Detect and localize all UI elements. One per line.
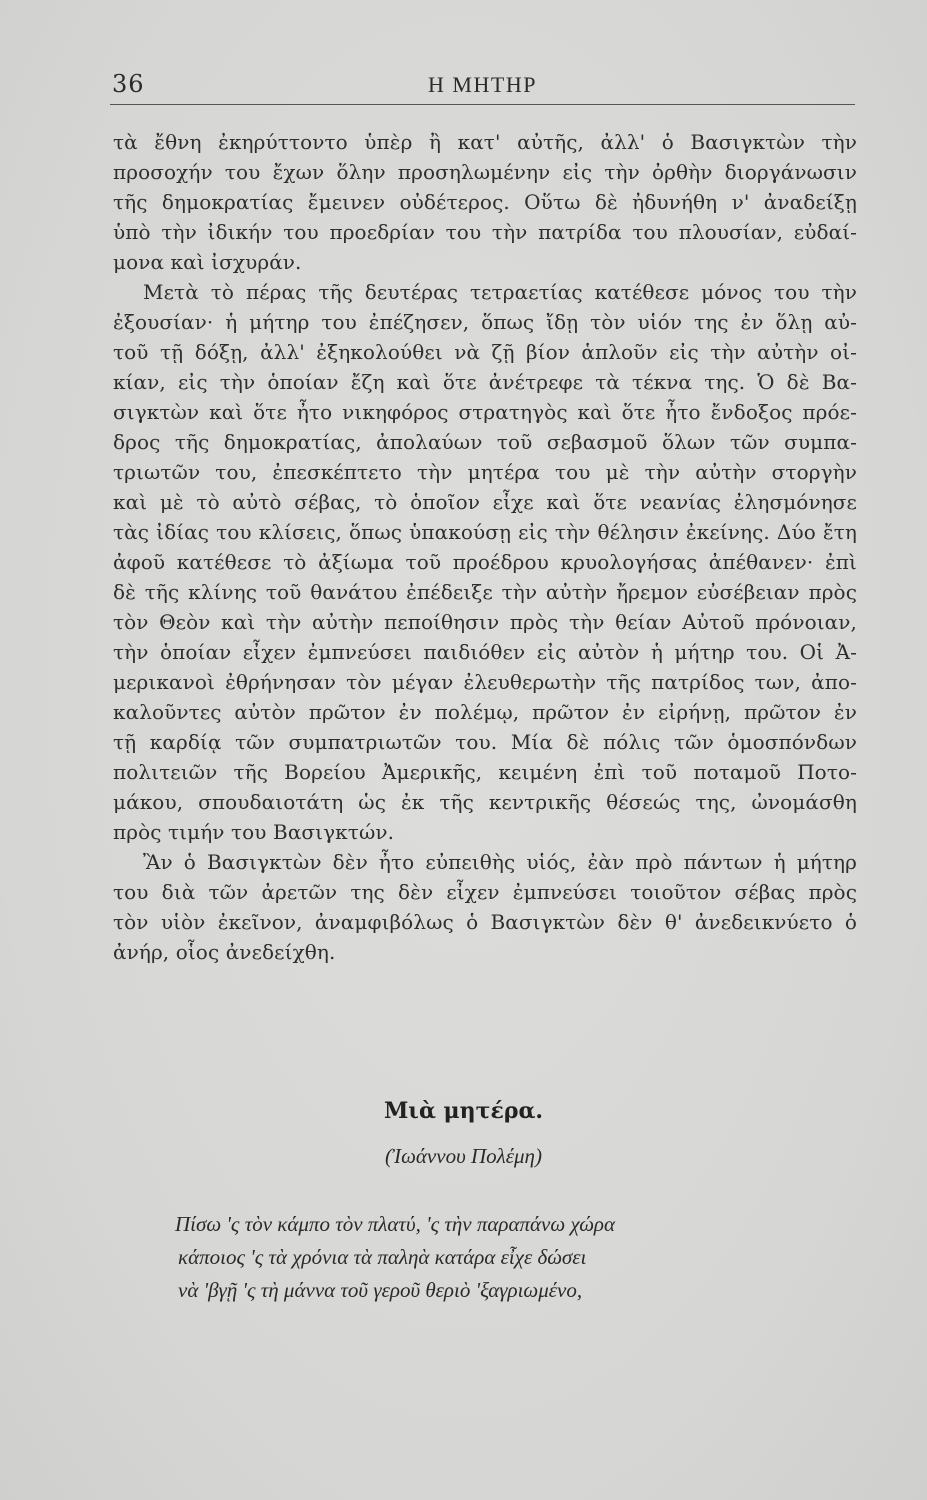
section-title: Μιὰ μητέρα.: [383, 1098, 544, 1124]
section-author: (Ἰωάννου Πολέμη): [385, 1144, 542, 1168]
text-line: ὑπὸ τὴν ἰδικήν του προεδρίαν του τὴν πατρίδα του πλουσίαν, εὐδαί-: [113, 220, 857, 244]
text-line: τριωτῶν του, ἐπεσκέπτετο τὴν μητέρα του μὲ τὴν αὐτὴν στοργὴν: [113, 460, 857, 484]
text-line: μάκου, σπουδαιοτάτη ὡς ἐκ τῆς κεντρικῆς θέσεώς της, ὠνομάσθη: [113, 790, 857, 814]
text-line: μερικανοὶ ἐθρήνησαν τὸν μέγαν ἐλευθερωτὴν τῆς πατρίδος των, ἀπο-: [113, 670, 857, 694]
text-line: προσοχήν του ἔχων ὅλην προσηλωμένην εἰς τὴν ὀρθὴν διοργάνωσιν: [113, 160, 857, 184]
poem-line: νὰ 'βγῇ 'ς τὴ μάννα τοῦ γεροῦ θεριὸ 'ξαγριωμένο,: [178, 1278, 583, 1302]
text-line: πολιτειῶν τῆς Βορείου Ἀμερικῆς, κειμένη ἐπὶ τοῦ ποταμοῦ Ποτο-: [113, 760, 857, 784]
text-line: τὰ ἔθνη ἐκηρύττοντο ὑπὲρ ἢ κατ' αὐτῆς, ἀλλ' ὁ Βασιγκτὼν τὴν: [113, 130, 857, 154]
body-text: [113, 127, 857, 967]
text-line: τῆς δημοκρατίας ἔμεινεν οὐδέτερος. Οὕτω δὲ ἠδυνήθη ν' ἀναδείξῃ: [113, 190, 857, 214]
text-line: καὶ μὲ τὸ αὐτὸ σέβας, τὸ ὁποῖον εἶχε καὶ ὅτε νεανίας ἐλησμόνησε: [113, 490, 857, 514]
page-header: [110, 62, 855, 105]
text-line: πρὸς τιμήν του Βασιγκτών.: [113, 820, 395, 844]
text-line: του διὰ τῶν ἀρετῶν της δὲν εἶχεν ἐμπνεύσει τοιοῦτον σέβας πρὸς: [113, 880, 857, 904]
text-line: τὴν ὁποίαν εἶχεν ἐμπνεύσει παιδιόθεν εἰς αὐτὸν ἡ μήτηρ του. Οἱ Ἀ-: [113, 640, 857, 664]
text-line: καλοῦντες αὐτὸν πρῶτον ἐν πολέμῳ, πρῶτον ἐν εἰρήνῃ, πρῶτον ἐν: [113, 700, 857, 724]
text-line: ἀνήρ, οἷος ἀνεδείχθη.: [113, 940, 336, 964]
poem: [175, 1208, 795, 1307]
text-line: δρος τῆς δημοκρατίας, ἀπολαύων τοῦ σεβασμοῦ ὅλων τῶν συμπα-: [113, 430, 857, 454]
text-line: σιγκτὼν καὶ ὅτε ἦτο νικηφόρος στρατηγὸς καὶ ὅτε ἦτο ἔνδοξος πρόε-: [113, 400, 857, 424]
text-line: Ἂν ὁ Βασιγκτὼν δὲν ἦτο εὐπειθὴς υἱός, ἐὰν πρὸ πάντων ἡ μήτηρ: [143, 850, 857, 874]
text-line: τοῦ τῇ δόξῃ, ἀλλ' ἐξηκολούθει νὰ ζῇ βίον ἁπλοῦν εἰς τὴν αὐτὴν οἰ-: [113, 340, 857, 364]
poem-line: κάποιος 'ς τὰ χρόνια τὰ παληὰ κατάρα εἶχε δώσει: [178, 1245, 587, 1269]
text-line: κίαν, εἰς τὴν ὁποίαν ἔζη καὶ ὅτε ἀνέτρεφε τὰ τέκνα της. Ὁ δὲ Βα-: [113, 370, 857, 394]
text-line: Μετὰ τὸ πέρας τῆς δευτέρας τετραετίας κατέθεσε μόνος του τὴν: [143, 280, 857, 304]
text-line: τῇ καρδίᾳ τῶν συμπατριωτῶν του. Μία δὲ πόλις τῶν ὁμοσπόνδων: [113, 730, 857, 754]
text-line: τὸν Θεὸν καὶ τὴν αὐτὴν πεποίθησιν πρὸς τὴν θείαν Αὐτοῦ πρόνοιαν,: [113, 610, 857, 634]
poem-line: Πίσω 'ς τὸν κάμπο τὸν πλατύ, 'ς τὴν παραπάνω χώρα: [175, 1212, 615, 1236]
text-line: ἐξουσίαν· ἡ μήτηρ του ἐπέζησεν, ὅπως ἴδῃ τὸν υἱόν της ἐν ὅλῃ αὐ-: [113, 310, 857, 334]
text-line: μονα καὶ ἰσχυράν.: [113, 250, 302, 274]
text-line: ἀφοῦ κατέθεσε τὸ ἀξίωμα τοῦ προέδρου κρυολογήσας ἀπέθανεν· ἐπὶ: [113, 550, 857, 574]
text-line: τὸν υἱὸν ἐκεῖνον, ἀναμφιβόλως ὁ Βασιγκτὼν δὲν θ' ἀνεδεικνύετο ὁ: [113, 910, 857, 934]
running-title: Η ΜΗΤΗΡ: [428, 72, 537, 97]
page-number: 36: [112, 70, 145, 98]
text-line: τὰς ἰδίας του κλίσεις, ὅπως ὑπακούσῃ εἰς τὴν θέλησιν ἐκείνης. Δύο ἔτη: [113, 520, 857, 544]
text-line: δὲ τῆς κλίνης τοῦ θανάτου ἐπέδειξε τὴν αὐτὴν ἤρεμον εὐσέβειαν πρὸς: [113, 580, 857, 604]
